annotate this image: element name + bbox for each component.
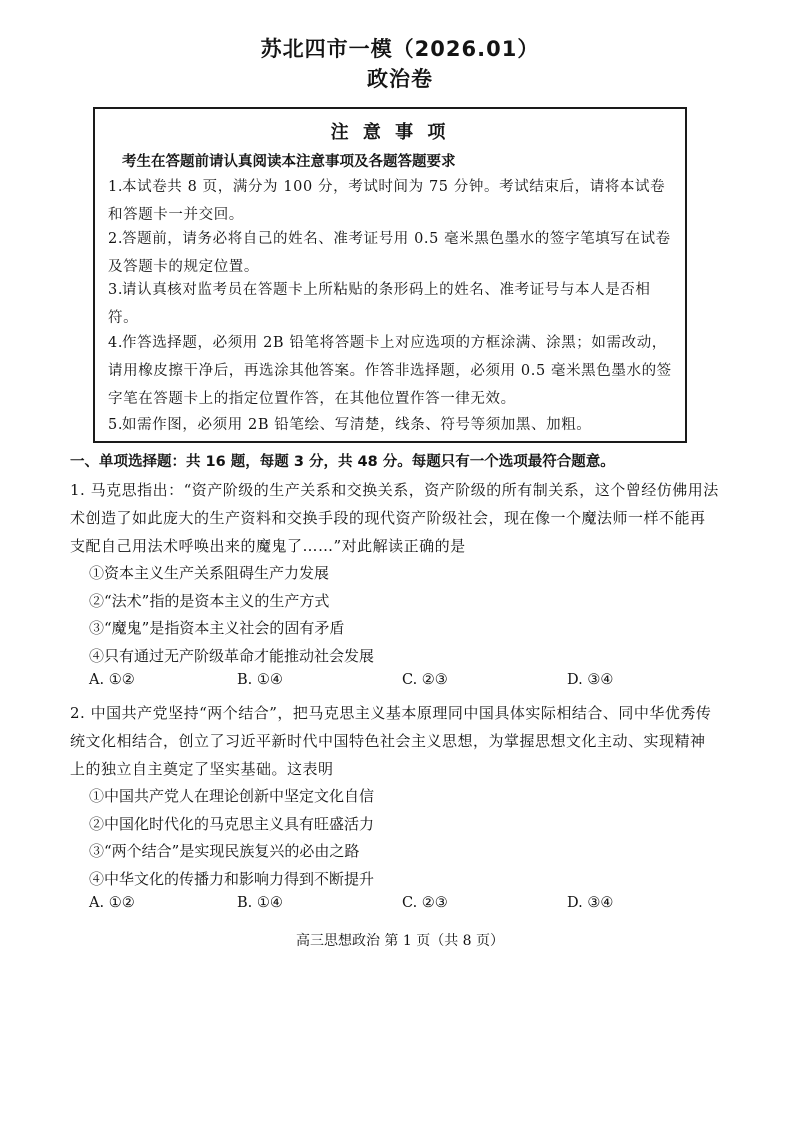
question-1 [70, 476, 720, 700]
answer-choices [70, 893, 720, 923]
notice-item-text: 本试卷共 8 页，满分为 100 分，考试时间为 75 分钟。考试结束后，请将本试卷和答题卡一并交回。 [108, 179, 666, 223]
notice-item-text: 如需作图，必须用 2B 铅笔绘、写清楚，线条、符号等须加黑、加粗。 [122, 417, 592, 433]
statement-option: ②中国化时代化的马克思主义具有旺盛活力 [89, 814, 375, 833]
choice-a: A. ①② [89, 672, 135, 688]
question-stem: 2. 中国共产党坚持“两个结合”，把马克思主义基本原理同中国具体实际相结合、同中华优秀传统文化相结合，创立了习近平新时代中国特色社会主义思想，为掌握思想文化主动、实现精神上的独立自主奠定了坚实基础。这表明 [70, 704, 712, 778]
choice-b: B. ①④ [237, 895, 283, 911]
notice-item-text: 作答选择题，必须用 2B 铅笔将答题卡上对应选项的方框涂满、涂黑；如需改动，请用橡皮擦干净后，再选涂其他答案。作答非选择题，必须用 0.5 毫米黑色墨水的签字笔在答题卡上的指定位置作答，在其他位置作答一律无效。 [108, 335, 672, 407]
notice-item-1 [108, 173, 678, 229]
notice-item-text: 请认真核对监考员在答题卡上所粘贴的条形码上的姓名、准考证号与本人是否相符。 [108, 282, 651, 326]
statement-option: ③“魔鬼”是指资本主义社会的固有矛盾 [89, 619, 345, 637]
answer-choices [70, 670, 720, 700]
page-footer: 高三思想政治 第 1 页（共 8 页） [295, 933, 505, 949]
question-2 [70, 699, 720, 923]
statement-option: ①中国共产党人在理论创新中坚定文化自信 [89, 787, 375, 805]
notice-box [93, 107, 687, 443]
notice-item-number: 2. [108, 231, 124, 247]
notice-item-number: 4. [108, 335, 124, 351]
notice-item-4 [108, 329, 678, 413]
notice-item-number: 1. [108, 179, 124, 195]
notice-item-number: 3. [108, 282, 124, 298]
choice-d: D. ③④ [567, 895, 614, 911]
choice-b: B. ①④ [237, 672, 283, 688]
statement-option: ④只有通过无产阶级革命才能推动社会发展 [89, 646, 375, 665]
section-heading: 一、单项选择题：共 16 题，每题 3 分，共 48 分。每题只有一个选项最符合题意。 [70, 454, 615, 470]
notice-item-5 [108, 411, 678, 439]
statement-option: ①资本主义生产关系阻碍生产力发展 [89, 564, 330, 582]
notice-item-text: 答题前，请务必将自己的姓名、准考证号用 0.5 毫米黑色墨水的签字笔填写在试卷及答题卡的规定位置。 [108, 231, 671, 275]
statement-option: ②“法术”指的是资本主义的生产方式 [89, 591, 330, 610]
notice-item-number: 5. [108, 417, 124, 433]
notice-item-3 [108, 276, 678, 332]
statement-option: ③“两个结合”是实现民族复兴的必由之路 [89, 842, 360, 860]
notice-subheading: 考生在答题前请认真阅读本注意事项及各题答题要求 [122, 154, 456, 170]
choice-c: C. ②③ [402, 895, 448, 911]
choice-a: A. ①② [89, 895, 135, 911]
question-stem: 1. 马克思指出：“资产阶级的生产关系和交换关系，资产阶级的所有制关系，这个曾经仿佛用法术创造了如此庞大的生产资料和交换手段的现代资产阶级社会，现在像一个魔法师一样不能再支配自己用法术呼唤出来的魔鬼了……”对此解读正确的是 [70, 481, 719, 555]
choice-d: D. ③④ [567, 672, 614, 688]
statement-option: ④中华文化的传播力和影响力得到不断提升 [89, 869, 375, 888]
exam-title: 苏北四市一模（2026.01） [260, 37, 540, 61]
exam-subject: 政治卷 [367, 67, 433, 91]
notice-heading: 注 意 事 项 [330, 122, 450, 143]
notice-item-2 [108, 225, 678, 281]
choice-c: C. ②③ [402, 672, 448, 688]
